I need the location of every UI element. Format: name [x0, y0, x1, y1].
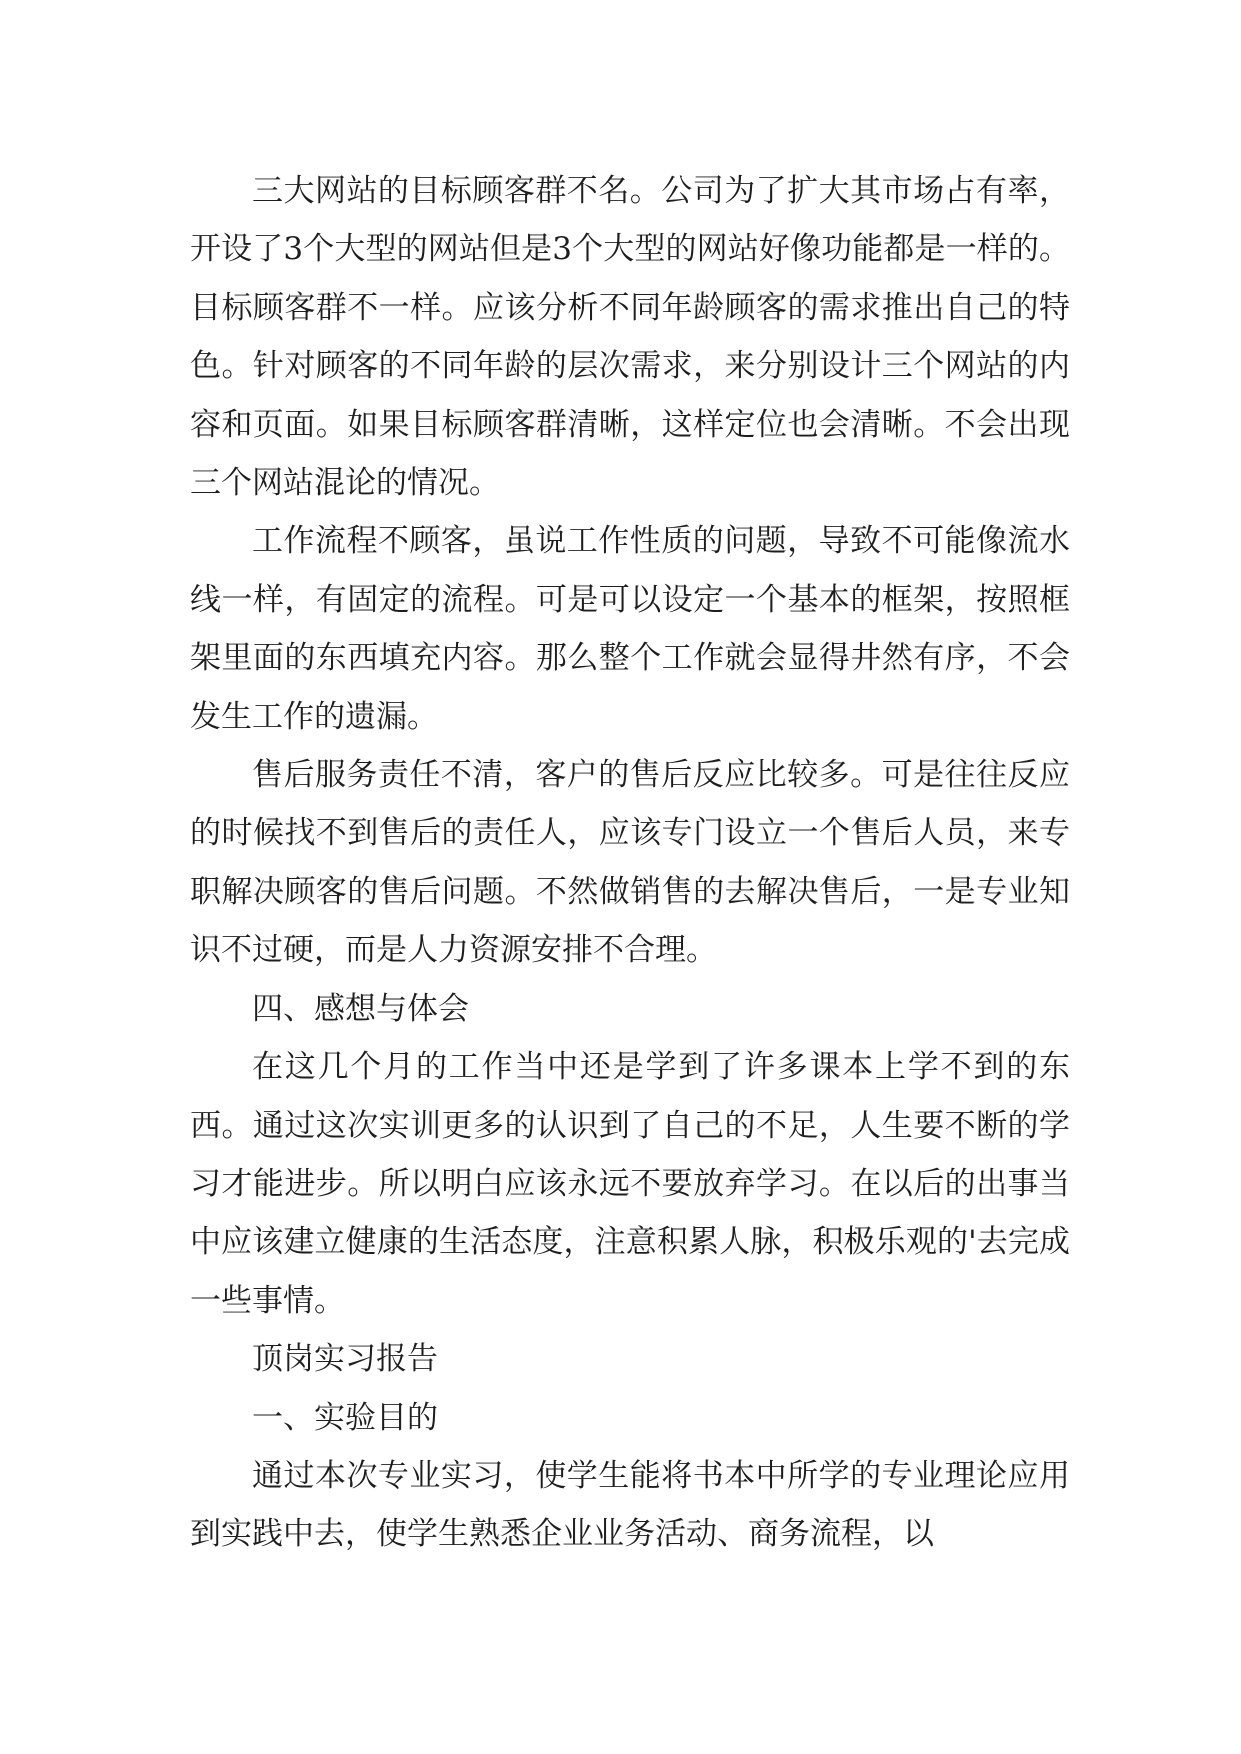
paragraph-website-target-customers: 三大网站的目标顾客群不名。公司为了扩大其市场占有率，开设了3个大型的网站但是3个大型的网站好像功能都是一样的。目标顾客群不一样。应该分析不同年龄顾客的需求推出自己的特色。针对顾客的不同年龄的层次需求，来分别设计三个网站的内容和页面。如果目标顾客群清晰，这样定位也会清晰。不会出现三个网站混论的情况。: [190, 173, 1070, 502]
paragraph-workflow: 工作流程不顾客，虽说工作性质的问题，导致不可能像流水线一样，有固定的流程。可是可以设定一个基本的框架，按照框架里面的东西填充内容。那么整个工作就会显得井然有序，不会发生工作的遗漏。: [190, 523, 1070, 735]
document-body: [190, 162, 1070, 1564]
section-heading-reflections: 四、感想与体会: [252, 990, 469, 1027]
section-heading-purpose: 一、实验目的: [252, 1399, 438, 1436]
paragraph-after-sales: 售后服务责任不清，客户的售后反应比较多。可是往往反应的时候找不到售后的责任人，应该专门设立一个售后人员，来专职解决顾客的售后问题。不然做销售的去解决售后，一是专业知识不过硬，而是人力资源安排不合理。: [190, 757, 1070, 969]
paragraph-purpose: 通过本次专业实习，使学生能将书本中所学的专业理论应用到实践中去，使学生熟悉企业业务活动、商务流程，以: [190, 1457, 1070, 1553]
paragraph-reflections: 在这几个月的工作当中还是学到了许多课本上学不到的东西。通过这次实训更多的认识到了自己的不足，人生要不断的学习才能进步。所以明白应该永远不要放弃学习。在以后的出事当中应该建立健康的生活态度，注意积累人脉，积极乐观的'去完成一些事情。: [190, 1049, 1070, 1319]
report-title: 顶岗实习报告: [252, 1341, 438, 1378]
